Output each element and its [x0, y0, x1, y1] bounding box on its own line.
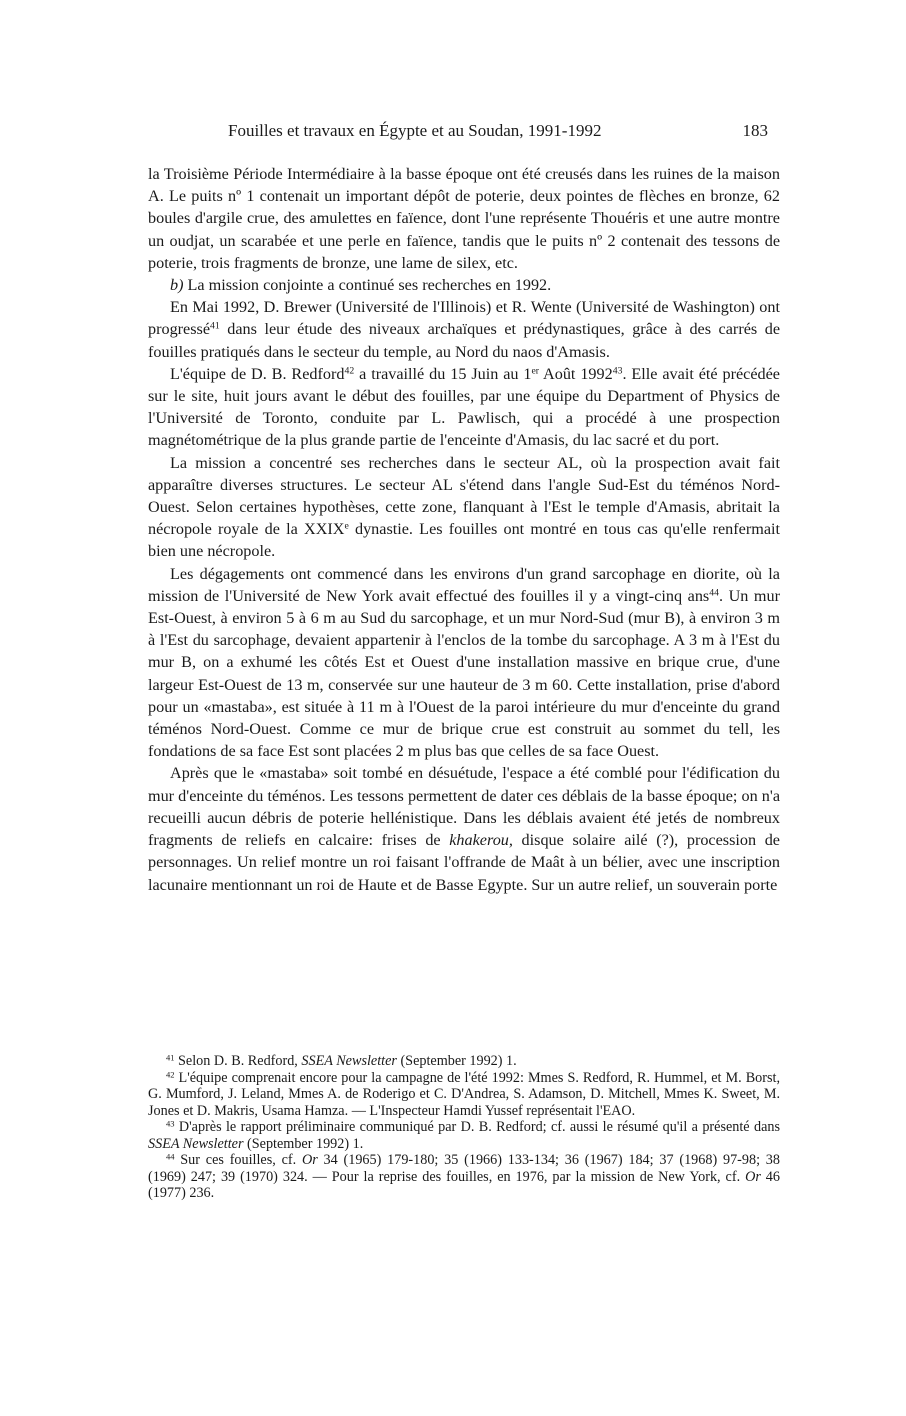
- footnote-text: D'après le rapport préliminaire communiqué par D. B. Redford; cf. aussi le résumé qu'il a présenté dans: [174, 1119, 780, 1135]
- paragraph-6-text-b: . Un mur Est-Ouest, à environ 5 à 6 m au Sud du sarcophage, et un mur Nord-Sud (mur B), à environ 3 m à l'Est du sarcophage, devaient appartenir à l'enclos de la tombe du sarcophage. A 3 m à l'Est du mur B, on a exhumé les côtés Est et Ouest d'une installation massive en brique crue, d'une largeur Est-Ouest de 13 m, conservée sur une hauteur de 3 m 60. Cette installation, prise d'abord pour un «mastaba», est située à 11 m à l'Ouest de la paroi intérieure du mur d'enceinte du grand téménos Nord-Ouest. Comme ce mur de brique crue est construit au sommet du tell, les fondations de sa face Est sont placées 2 m plus bas que celles de sa face Ouest.: [148, 586, 781, 761]
- paragraph-3-text-a: En Mai 1992, D. Brewer (Université de l'Illinois) et R. Wente (Université de Washington) ont progressé: [148, 298, 780, 339]
- footnote-number: 44: [166, 1151, 175, 1162]
- footnote-ref-41[interactable]: 41: [210, 321, 220, 333]
- journal-title: Or: [301, 1152, 318, 1168]
- footnote-ref-43[interactable]: 43: [612, 365, 623, 377]
- footnote-text: L'équipe comprenait encore pour la campagne de l'été 1992: Mmes S. Redford, R. Hummel, et M. Borst, G. Mumford, J. Leland, Mmes A. de Roderigo et C. D'Andrea, S. Adamson, D. Mitchell, Mmes K. Sweet, M. Jones et D. Makris, Usama Hamza. — L'Inspecteur Hamdi Yussef représentait l'EAO.: [148, 1069, 780, 1119]
- footnote-text: Selon D. B. Redford,: [174, 1053, 302, 1069]
- paragraph-5-text-a: La mission a concentré ses recherches dans le secteur AL, où la prospection avait fait apparaître diverses structures. Le secteur AL s'étend dans l'angle Sud-Est du téménos Nord-Ouest. Selon certaines hypothèses, cette zone, flanquant à l'Est le temple d'Amasis, abritait la nécropole royale de la XXIX: [148, 453, 780, 539]
- body-text: [148, 163, 780, 896]
- footnote-42: [148, 1070, 780, 1120]
- paragraph-1-text: la Troisième Période Intermédiaire à la basse époque ont été creusés dans les ruines de la maison A. Le puits nº 1 contenait un important dépôt de poterie, deux pointes de flèches en bronze, 62 boules d'argile crue, des amulettes en faïence, dont l'une représente Thouéris et une autre montre un oudjat, un scarabée et une perle en faïence, tandis que le puits nº 2 contenait des tessons de poterie, trois fragments de bronze, une lame de silex, etc.: [148, 165, 780, 272]
- footnote-number: 42: [166, 1068, 175, 1079]
- paragraph-7-text-a: Après que le «mastaba» soit tombé en désuétude, l'espace a été comblé pour l'édification du mur d'enceinte du téménos. Les tessons permettent de dater ces déblais de la basse époque; on n'a recueilli aucun débris de poterie hellénistique. Dans les déblais avaient été jetés de nombreux fragments de reliefs en calcaire: frises de: [148, 764, 780, 850]
- footnote-text: 46 (1977) 236.: [148, 1168, 780, 1201]
- subsection-label: b): [170, 276, 184, 295]
- journal-title: SSEA Newsletter: [301, 1053, 397, 1069]
- footnote-44: [148, 1152, 780, 1202]
- paragraph-1: [148, 163, 780, 274]
- ordinal-superscript: e: [344, 520, 349, 532]
- footnotes: [148, 1053, 780, 1202]
- paragraph-6-text-a: Les dégagements ont commencé dans les environs d'un grand sarcophage en diorite, où la mission de l'Université de New York avait effectué des fouilles il y a vingt-cinq ans: [148, 564, 780, 605]
- paragraph-2: [148, 274, 780, 296]
- paragraph-4: [148, 363, 780, 452]
- paragraph-4-text-a: L'équipe de D. B. Redford: [170, 364, 345, 383]
- paragraph-6: [148, 563, 780, 763]
- footnote-text: (September 1992) 1.: [243, 1135, 364, 1152]
- paragraph-4-text-b: a travaillé du 15 Juin au 1: [354, 364, 532, 383]
- footnote-43: [148, 1119, 780, 1152]
- paragraph-5: [148, 452, 780, 563]
- page-number: 183: [742, 121, 768, 140]
- footnote-ref-44[interactable]: 44: [709, 587, 719, 599]
- italic-term: khakerou,: [449, 831, 513, 850]
- paragraph-2-text: La mission conjointe a continué ses recherches en 1992.: [183, 276, 552, 295]
- journal-title: Or: [745, 1168, 761, 1185]
- paragraph-3: [148, 296, 780, 363]
- paragraph-4-text-d: . Elle avait été précédée sur le site, huit jours avant le début des fouilles, par une équipe du Department of Physics de l'Université de Toronto, conduite par L. Pawlisch, qui a procédé à une prospection magnétométrique de la plus grande partie de l'enceinte d'Amasis, du lac sacré et du port.: [148, 364, 780, 450]
- footnote-ref-42[interactable]: 42: [344, 365, 355, 377]
- ordinal-superscript: er: [531, 365, 540, 377]
- running-title: Fouilles et travaux en Égypte et au Soudan, 1991-1992: [228, 121, 602, 140]
- footnote-text: (September 1992) 1.: [396, 1053, 517, 1069]
- paragraph-3-text-b: dans leur étude des niveaux archaïques et prédynastiques, grâce à des carrés de fouilles pratiqués dans le secteur du temple, au Nord du naos d'Amasis.: [148, 320, 780, 361]
- footnote-41: [148, 1053, 780, 1070]
- paragraph-5-text-b: dynastie. Les fouilles ont montré en tous cas qu'elle renfermait bien une nécropole.: [148, 520, 781, 561]
- journal-title: SSEA Newsletter: [148, 1135, 244, 1152]
- paragraph-4-text-c: Août 1992: [539, 364, 613, 383]
- footnote-text: 34 (1965) 179-180; 35 (1966) 133-134; 36 (1967) 184; 37 (1968) 97-98; 38 (1969) 247; 39 (1970) 324. — Pour la reprise des fouilles, en 1976, par la mission de New York, cf.: [148, 1152, 780, 1185]
- footnote-number: 43: [166, 1118, 175, 1129]
- footnote-text: Sur ces fouilles, cf.: [174, 1152, 302, 1168]
- page-header: [148, 121, 768, 145]
- footnote-number: 41: [166, 1052, 175, 1063]
- paragraph-7: [148, 762, 780, 895]
- paragraph-7-text-b: disque solaire ailé (?), procession de personnages. Un relief montre un roi faisant l'offrande de Maât à un bélier, avec une inscription lacunaire mentionnant un roi de Haute et de Basse Egypte. Sur un autre relief, un souverain porte: [148, 831, 780, 894]
